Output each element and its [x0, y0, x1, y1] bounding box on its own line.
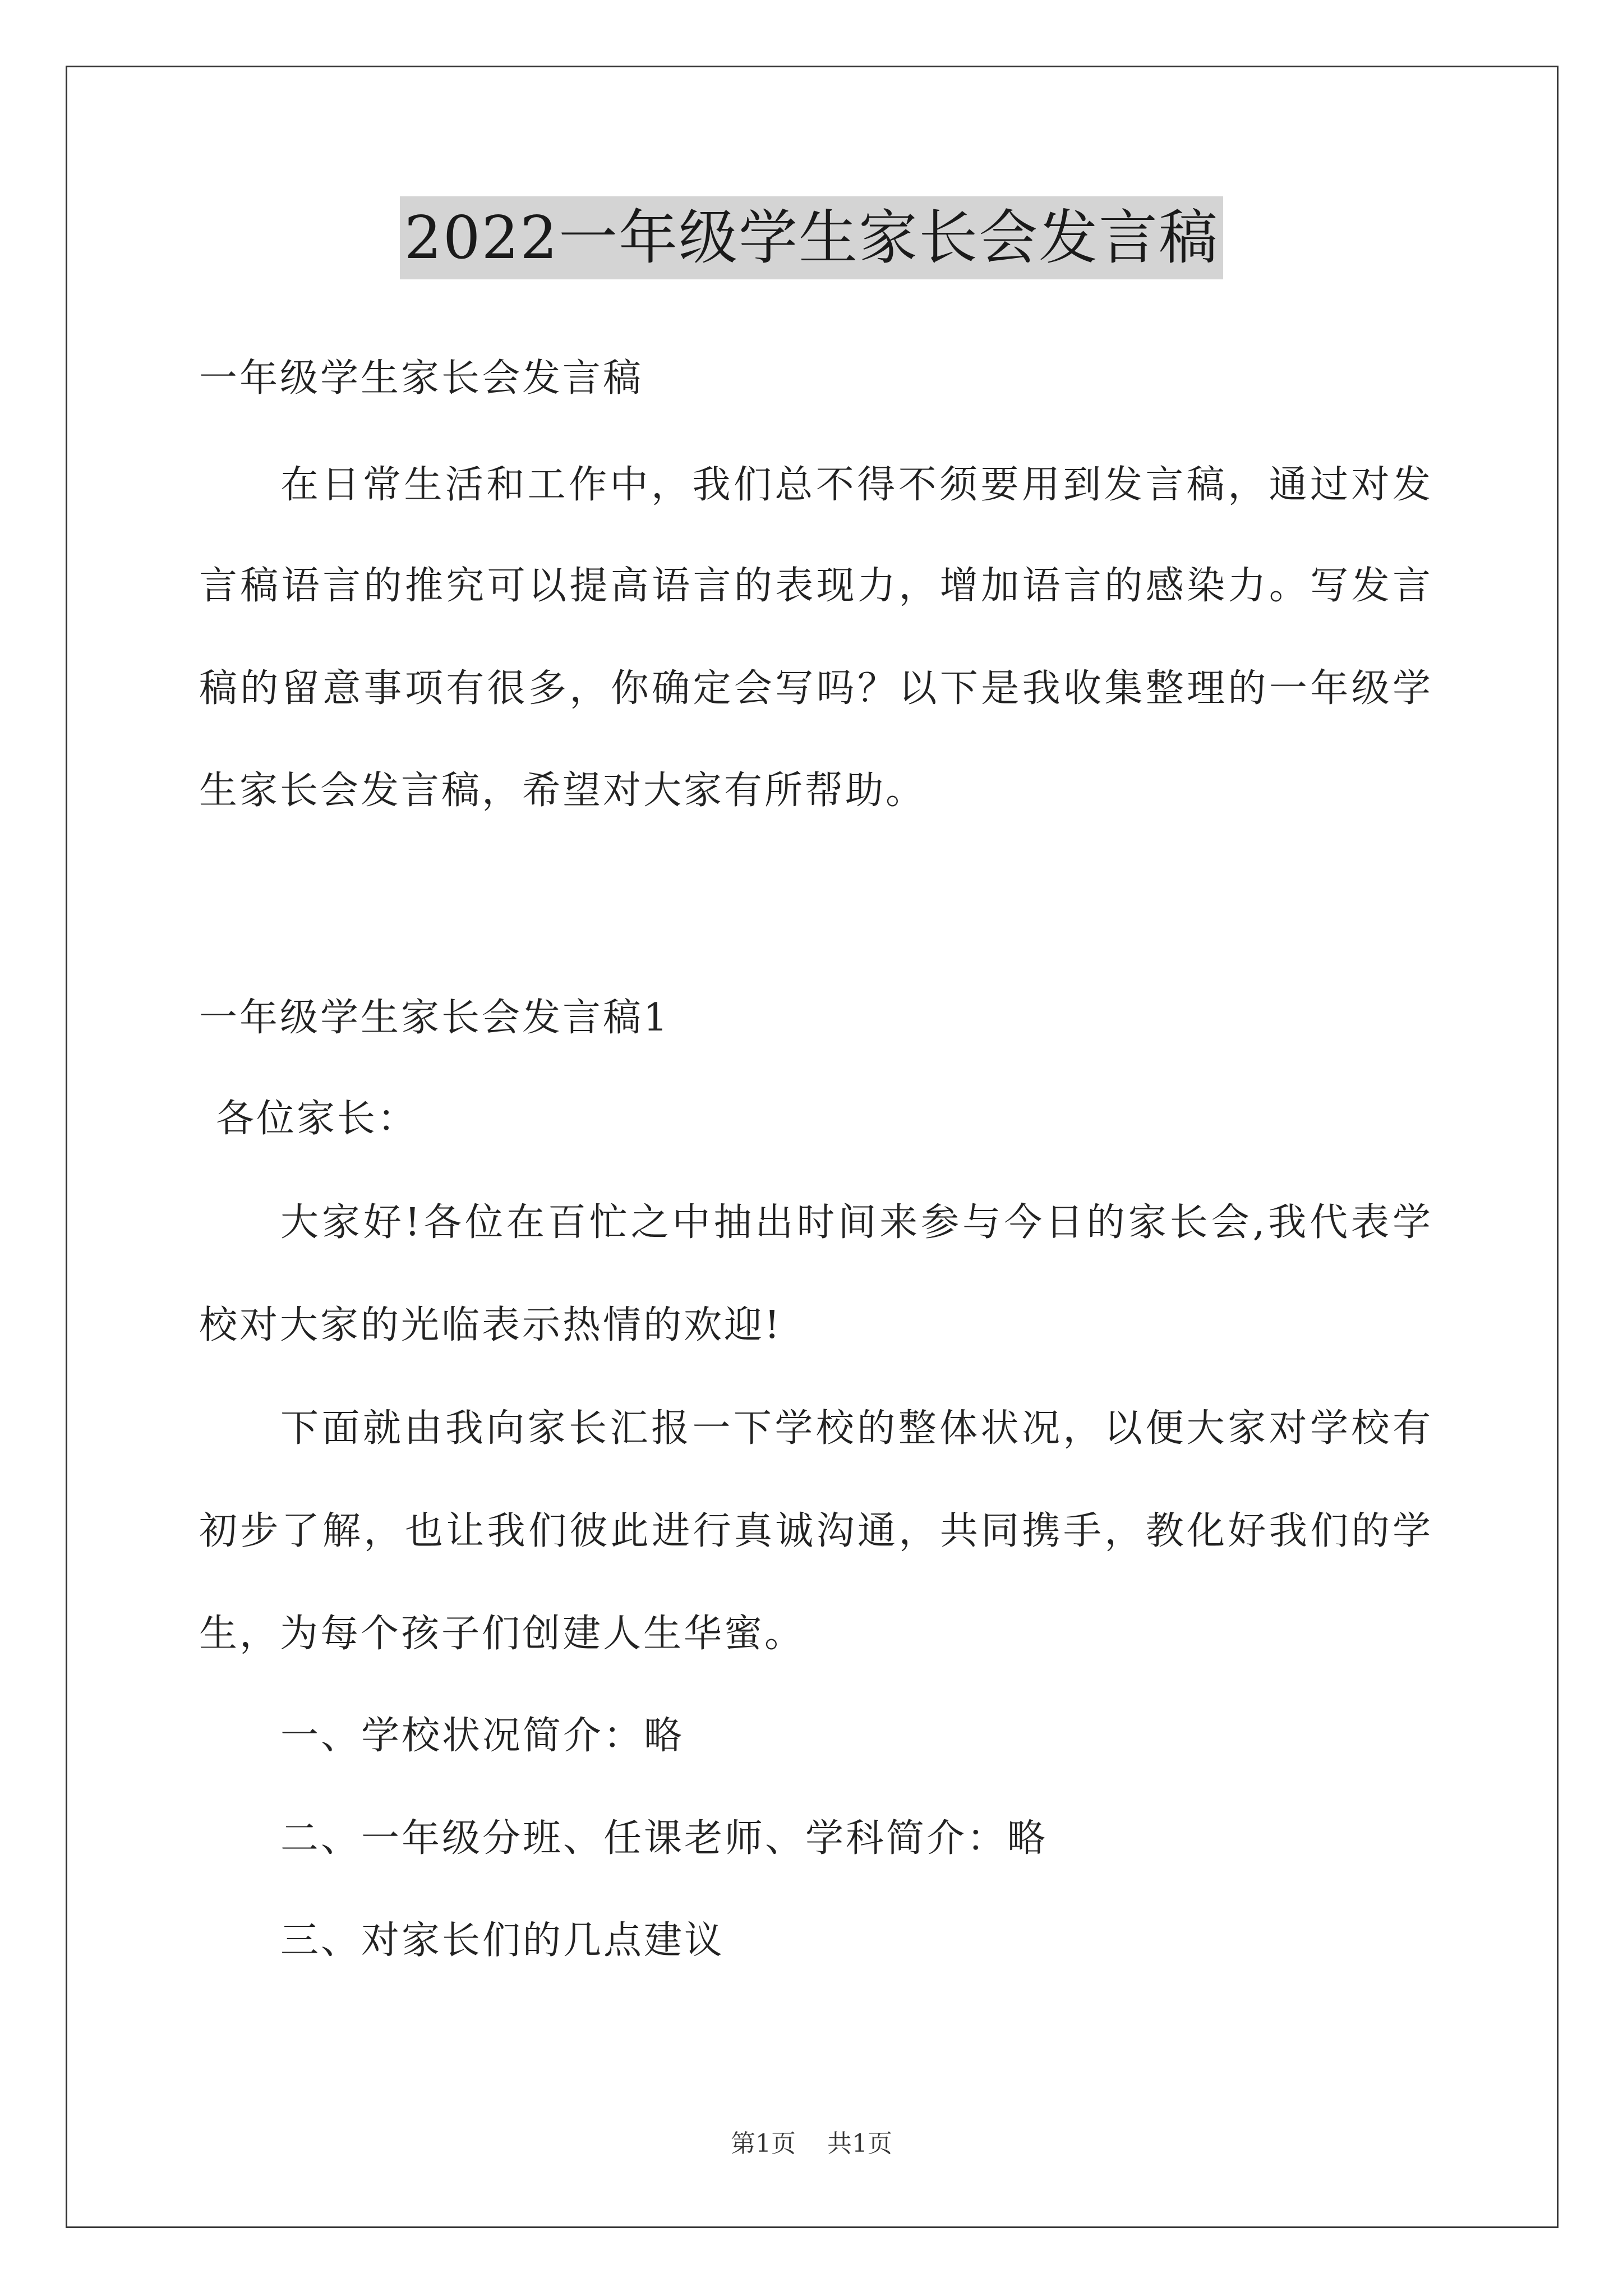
intro-line-2: 言稿语言的推究可以提高语言的表现力，增加语言的感染力。写发言: [199, 564, 1433, 608]
page-number: 第1页: [731, 2129, 796, 2158]
intro-line-1: 在日常生活和工作中，我们总不得不须要用到发言稿，通过对发: [280, 463, 1433, 507]
para2-line-1: 下面就由我向家长汇报一下学校的整体状况，以便大家对学校有: [280, 1406, 1433, 1451]
para2-line-2: 初步了解，也让我们彼此进行真诚沟通，共同携手，教化好我们的学: [199, 1509, 1433, 1553]
intro-line-4: 生家长会发言稿，希望对大家有所帮助。: [199, 769, 926, 813]
para1-line-2: 校对大家的光临表示热情的欢迎!: [199, 1303, 782, 1347]
list-item-1: 一、学校状况简介：略: [280, 1714, 685, 1758]
para2-line-3: 生，为每个孩子们创建人生华蜜。: [199, 1612, 805, 1656]
intro-line-3: 稿的留意事项有很多，你确定会写吗？以下是我收集整理的一年级学: [199, 666, 1433, 711]
salutation: 各位家长：: [216, 1097, 418, 1141]
document-title: [0, 196, 1623, 279]
document-title-text: 2022一年级学生家长会发言稿: [400, 196, 1223, 279]
document-subtitle: 一年级学生家长会发言稿: [199, 356, 644, 401]
list-item-2: 二、一年级分班、任课老师、学科简介：略: [280, 1816, 1048, 1861]
section-heading: 一年级学生家长会发言稿1: [199, 996, 670, 1040]
page-footer: [0, 2127, 1623, 2161]
page-total: 共1页: [827, 2129, 892, 2158]
list-item-3: 三、对家长们的几点建议: [280, 1918, 725, 1963]
para1-line-1: 大家好!各位在百忙之中抽出时间来参与今日的家长会,我代表学: [280, 1200, 1433, 1245]
